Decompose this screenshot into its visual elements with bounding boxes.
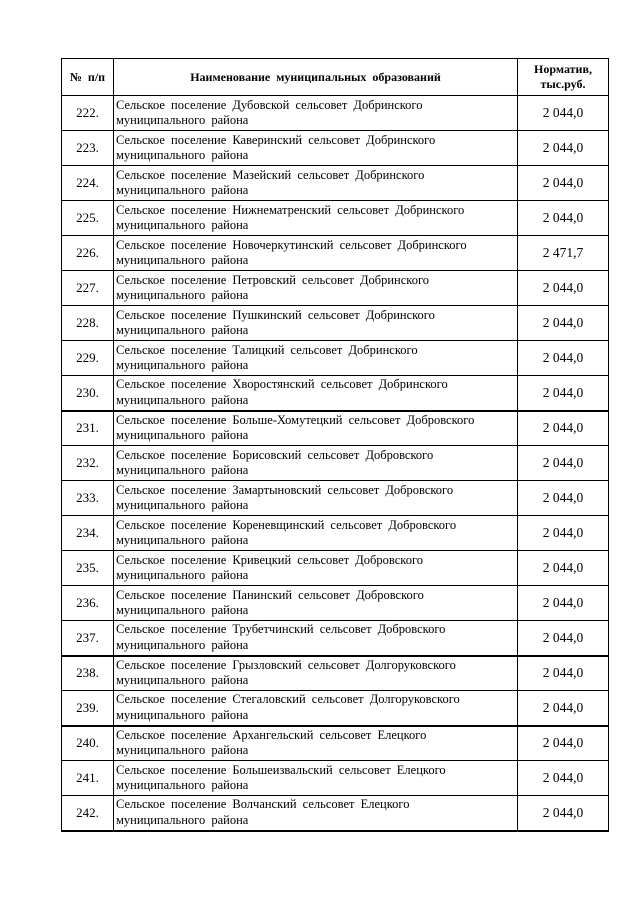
row-value: 2 044,0 [518, 796, 609, 831]
row-number: 231. [62, 411, 114, 446]
row-name-line1: Сельское поселение Пушкинский сельсовет Добринского [116, 307, 435, 322]
row-name-line1: Сельское поселение Талицкий сельсовет Добринского [116, 342, 418, 357]
row-name-line2: муниципального района [116, 113, 249, 127]
row-name-line2: муниципального района [116, 637, 249, 652]
table-row [62, 516, 609, 551]
row-name [114, 621, 518, 656]
row-name-line2: муниципального района [116, 392, 249, 407]
row-value: 2 044,0 [518, 761, 609, 796]
table-row [62, 691, 609, 726]
row-name [114, 341, 518, 376]
row-value: 2 044,0 [518, 201, 609, 236]
table-row [62, 796, 609, 831]
row-name [114, 691, 518, 726]
header-value [518, 59, 609, 96]
row-name [114, 411, 518, 446]
row-name-line1: Сельское поселение Трубетчинский сельсовет Добровского [116, 622, 446, 637]
row-value: 2 044,0 [518, 271, 609, 306]
row-name-line2: муниципального района [116, 778, 249, 792]
row-name-line2: муниципального района [116, 358, 249, 372]
row-name [114, 96, 518, 131]
row-name-line1: Сельское поселение Каверинский сельсовет Добринского [116, 132, 436, 147]
row-name-line1: Сельское поселение Архангельский сельсовет Елецкого [116, 727, 427, 742]
row-name-line2: муниципального района [116, 428, 249, 443]
row-value: 2 044,0 [518, 411, 609, 446]
row-value: 2 044,0 [518, 96, 609, 131]
table-row [62, 551, 609, 586]
row-value: 2 044,0 [518, 516, 609, 551]
header-number: № п/п [62, 59, 114, 96]
row-name-line2: муниципального района [116, 323, 249, 337]
row-name [114, 376, 518, 411]
row-name-line1: Сельское поселение Нижнематренский сельсовет Добринского [116, 202, 465, 217]
row-number: 238. [62, 656, 114, 691]
table-row [62, 166, 609, 201]
header-value-line1: Норматив, [534, 62, 592, 76]
table-row [62, 481, 609, 516]
row-name [114, 481, 518, 516]
row-number: 225. [62, 201, 114, 236]
row-name-line1: Сельское поселение Дубовской сельсовет Добринского [116, 97, 423, 112]
row-number: 226. [62, 236, 114, 271]
row-name [114, 306, 518, 341]
row-name [114, 446, 518, 481]
row-name [114, 131, 518, 166]
row-name-line2: муниципального района [116, 218, 249, 232]
row-number: 224. [62, 166, 114, 201]
row-number: 222. [62, 96, 114, 131]
row-number: 235. [62, 551, 114, 586]
row-number: 234. [62, 516, 114, 551]
row-name-line2: муниципального района [116, 603, 249, 617]
row-name-line2: муниципального района [116, 288, 249, 302]
table-row [62, 586, 609, 621]
row-name-line1: Сельское поселение Больше-Хомутецкий сельсовет Добровского [116, 412, 475, 427]
row-name-line1: Сельское поселение Хворостянский сельсовет Добринского [116, 377, 448, 392]
header-value-line2: тыс.руб. [540, 77, 586, 91]
row-number: 242. [62, 796, 114, 831]
row-name-line2: муниципального района [116, 533, 249, 547]
table-row [62, 446, 609, 481]
row-name-line2: муниципального района [116, 568, 249, 582]
row-name-line2: муниципального района [116, 498, 249, 512]
row-name-line1: Сельское поселение Мазейский сельсовет Добринского [116, 167, 425, 182]
row-name [114, 166, 518, 201]
table-row [62, 726, 609, 761]
table-row [62, 271, 609, 306]
table-row [62, 131, 609, 166]
row-name [114, 551, 518, 586]
row-name [114, 726, 518, 761]
table-row [62, 341, 609, 376]
row-number: 230. [62, 376, 114, 411]
row-value: 2 471,7 [518, 236, 609, 271]
table-row [62, 411, 609, 446]
table-row [62, 656, 609, 691]
row-value: 2 044,0 [518, 306, 609, 341]
row-name-line2: муниципального района [116, 183, 249, 197]
row-value: 2 044,0 [518, 341, 609, 376]
row-number: 232. [62, 446, 114, 481]
row-name [114, 796, 518, 831]
row-name [114, 656, 518, 691]
row-name-line1: Сельское поселение Грызловский сельсовет Долгоруковского [116, 657, 456, 672]
table-row [62, 306, 609, 341]
row-name [114, 236, 518, 271]
row-name-line2: муниципального района [116, 707, 249, 722]
row-name [114, 586, 518, 621]
row-name [114, 761, 518, 796]
row-name [114, 271, 518, 306]
row-name-line1: Сельское поселение Волчанский сельсовет Елецкого [116, 797, 410, 812]
row-number: 229. [62, 341, 114, 376]
row-number: 241. [62, 761, 114, 796]
row-value: 2 044,0 [518, 376, 609, 411]
row-name-line1: Сельское поселение Замартыновский сельсовет Добровского [116, 482, 454, 497]
row-name [114, 516, 518, 551]
row-value: 2 044,0 [518, 446, 609, 481]
table-row [62, 96, 609, 131]
row-name-line1: Сельское поселение Кривецкий сельсовет Добровского [116, 552, 424, 567]
row-name-line2: муниципального района [116, 812, 249, 827]
table-row [62, 761, 609, 796]
row-name-line2: муниципального района [116, 253, 249, 267]
row-name [114, 201, 518, 236]
row-value: 2 044,0 [518, 131, 609, 166]
row-value: 2 044,0 [518, 551, 609, 586]
table-body [62, 96, 609, 831]
table-row [62, 236, 609, 271]
row-name-line1: Сельское поселение Петровский сельсовет Добринского [116, 272, 430, 287]
norms-table [61, 58, 609, 832]
row-name-line2: муниципального района [116, 463, 249, 477]
table-row [62, 376, 609, 411]
row-name-line2: муниципального района [116, 743, 249, 758]
row-value: 2 044,0 [518, 621, 609, 656]
table-row [62, 201, 609, 236]
header-name: Наименование муниципальных образований [114, 59, 518, 96]
row-number: 239. [62, 691, 114, 726]
row-name-line1: Сельское поселение Стегаловский сельсовет Долгоруковского [116, 692, 460, 707]
table-header [62, 59, 609, 96]
row-name-line1: Сельское поселение Панинский сельсовет Добровского [116, 587, 424, 602]
row-value: 2 044,0 [518, 691, 609, 726]
row-name-line1: Сельское поселение Большеизвальский сельсовет Елецкого [116, 762, 446, 777]
row-name-line2: муниципального района [116, 673, 249, 688]
row-value: 2 044,0 [518, 166, 609, 201]
row-name-line1: Сельское поселение Кореневщинский сельсовет Добровского [116, 517, 457, 532]
row-number: 237. [62, 621, 114, 656]
row-number: 228. [62, 306, 114, 341]
header-row [62, 59, 609, 96]
row-value: 2 044,0 [518, 481, 609, 516]
row-number: 227. [62, 271, 114, 306]
row-name-line1: Сельское поселение Борисовский сельсовет Добровского [116, 447, 434, 462]
row-number: 240. [62, 726, 114, 761]
row-value: 2 044,0 [518, 726, 609, 761]
row-number: 233. [62, 481, 114, 516]
row-name-line1: Сельское поселение Новочеркутинский сельсовет Добринского [116, 237, 467, 252]
row-number: 223. [62, 131, 114, 166]
row-value: 2 044,0 [518, 586, 609, 621]
row-name-line2: муниципального района [116, 148, 249, 162]
row-number: 236. [62, 586, 114, 621]
row-value: 2 044,0 [518, 656, 609, 691]
table-row [62, 621, 609, 656]
